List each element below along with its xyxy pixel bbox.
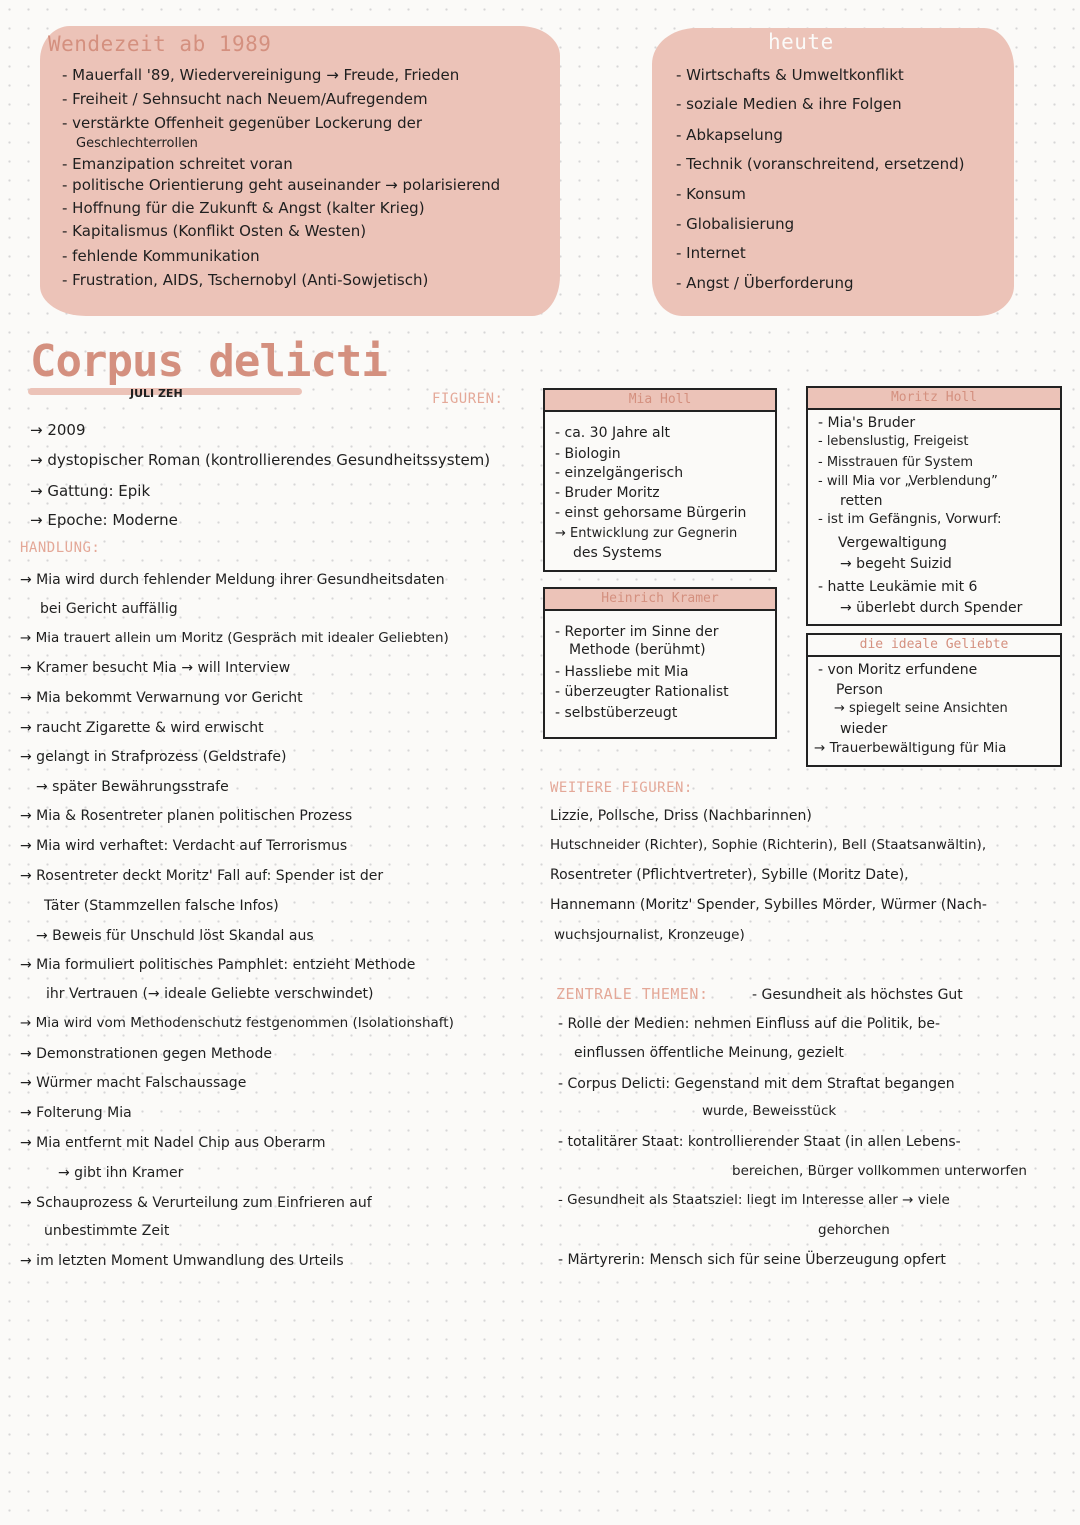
- handlung-item: → Schauprozess & Verurteilung zum Einfrieren auf: [20, 1195, 372, 1211]
- themen-line: - Märtyrerin: Mensch sich für seine Überzeugung opfert: [558, 1252, 946, 1268]
- handlung-item: → Rosentreter deckt Moritz' Fall auf: Spender ist der: [20, 868, 384, 884]
- card-title: Moritz Holl: [808, 388, 1060, 410]
- handlung-item: → raucht Zigarette & wird erwischt: [20, 720, 264, 736]
- heute-item: - Konsum: [676, 185, 746, 203]
- card-item: → überlebt durch Spender: [840, 600, 1023, 616]
- fact-item: → Gattung: Epik: [30, 482, 151, 500]
- card-item: - Mia's Bruder: [818, 415, 916, 431]
- handlung-item: → Mia & Rosentreter planen politischen Prozess: [20, 808, 353, 824]
- card-item: - hatte Leukämie mit 6: [818, 579, 978, 595]
- heute-item: - soziale Medien & ihre Folgen: [676, 95, 902, 113]
- wendezeit-item: - Hoffnung für die Zukunft & Angst (kalter Krieg): [62, 199, 425, 217]
- weitere-line: Lizzie, Pollsche, Driss (Nachbarinnen): [550, 808, 812, 824]
- handlung-item: → Beweis für Unschuld löst Skandal aus: [36, 928, 314, 944]
- themen-first: - Gesundheit als höchstes Gut: [752, 987, 963, 1003]
- wendezeit-item: - Kapitalismus (Konflikt Osten & Westen): [62, 222, 367, 240]
- card-title: die ideale Geliebte: [808, 635, 1060, 657]
- themen-label: ZENTRALE THEMEN:: [556, 985, 709, 1003]
- handlung-item: bei Gericht auffällig: [40, 601, 178, 617]
- handlung-item: → Mia formuliert politisches Pamphlet: entzieht Methode: [20, 957, 416, 973]
- handlung-item: → Mia entfernt mit Nadel Chip aus Oberarm: [20, 1135, 326, 1151]
- card-item: - überzeugter Rationalist: [555, 684, 729, 700]
- page-title: Corpus delicti: [30, 336, 387, 387]
- wendezeit-item: - Emanzipation schreitet voran: [62, 155, 293, 173]
- card-item: - Biologin: [555, 446, 621, 462]
- card-item: - Bruder Moritz: [555, 485, 660, 501]
- handlung-label: HANDLUNG:: [20, 540, 101, 556]
- handlung-item: → Mia wird vom Methodenschutz festgenommen (Isolationshaft): [20, 1015, 454, 1031]
- handlung-item: Täter (Stammzellen falsche Infos): [44, 898, 279, 914]
- card-item: - ist im Gefängnis, Vorwurf:: [818, 511, 1002, 527]
- themen-line: - Corpus Delicti: Gegenstand mit dem Straftat begangen: [558, 1076, 955, 1092]
- heute-item: - Wirtschafts & Umweltkonflikt: [676, 66, 904, 84]
- wendezeit-item: - Frustration, AIDS, Tschernobyl (Anti-Sowjetisch): [62, 271, 429, 289]
- card-item: → spiegelt seine Ansichten: [834, 701, 1008, 716]
- fact-item: → Epoche: Moderne: [30, 511, 178, 529]
- handlung-item: → im letzten Moment Umwandlung des Urteils: [20, 1253, 344, 1269]
- weitere-line: wuchsjournalist, Kronzeuge): [554, 927, 745, 943]
- handlung-item: → Mia trauert allein um Moritz (Gespräch mit idealer Geliebten): [20, 630, 449, 646]
- card-item: Methode (berühmt): [569, 642, 706, 658]
- handlung-item: → gelangt in Strafprozess (Geldstrafe): [20, 749, 287, 765]
- heute-item: - Globalisierung: [676, 215, 795, 233]
- heute-item: - Technik (voranschreitend, ersetzend): [676, 155, 965, 173]
- author: JULI ZEH: [130, 387, 183, 400]
- card-item: Person: [836, 682, 884, 698]
- card-item: - ca. 30 Jahre alt: [555, 425, 670, 441]
- handlung-item: unbestimmte Zeit: [44, 1223, 170, 1239]
- handlung-item: → Mia wird verhaftet: Verdacht auf Terrorismus: [20, 838, 348, 854]
- heute-item: - Angst / Überforderung: [676, 274, 854, 292]
- themen-line: bereichen, Bürger vollkommen unterworfen: [732, 1163, 1027, 1179]
- card-item: - lebenslustig, Freigeist: [818, 434, 969, 449]
- wendezeit-item: - Mauerfall '89, Wiedervereinigung → Freude, Frieden: [62, 66, 460, 84]
- card-item: → begeht Suizid: [840, 556, 952, 572]
- card-title: Heinrich Kramer: [545, 589, 775, 611]
- themen-line: wurde, Beweisstück: [702, 1103, 837, 1119]
- weitere-line: Rosentreter (Pflichtvertreter), Sybille (Moritz Date),: [550, 867, 909, 883]
- card-item: → Entwicklung zur Gegnerin: [555, 526, 738, 541]
- themen-line: - totalitärer Staat: kontrollierender Staat (in allen Lebens-: [558, 1134, 961, 1150]
- card-heinrich-kramer: [543, 587, 777, 739]
- wendezeit-heading: Wendezeit ab 1989: [48, 32, 272, 56]
- card-item: - Hassliebe mit Mia: [555, 664, 689, 680]
- wendezeit-item: - politische Orientierung geht auseinander → polarisierend: [62, 176, 501, 194]
- heute-heading: heute: [768, 30, 834, 54]
- card-item: des Systems: [573, 545, 662, 561]
- weitere-line: Hutschneider (Richter), Sophie (Richterin), Bell (Staatsanwältin),: [550, 837, 987, 853]
- handlung-item: → gibt ihn Kramer: [58, 1165, 184, 1181]
- card-item: - will Mia vor „Verblendung”: [818, 474, 998, 489]
- handlung-item: → Mia wird durch fehlender Meldung ihrer Gesundheitsdaten: [20, 572, 445, 588]
- card-title: Mia Holl: [545, 390, 775, 412]
- figuren-label: FIGUREN:: [432, 391, 504, 407]
- card-moritz-holl: [806, 386, 1062, 626]
- card-mia-holl: [543, 388, 777, 572]
- card-item: - einzelgängerisch: [555, 465, 684, 481]
- card-item: - Reporter im Sinne der: [555, 624, 719, 640]
- card-item: - Misstrauen für System: [818, 455, 973, 470]
- wendezeit-item: - Freiheit / Sehnsucht nach Neuem/Aufregendem: [62, 90, 428, 108]
- handlung-item: → später Bewährungsstrafe: [36, 779, 229, 795]
- handlung-item: → Kramer besucht Mia → will Interview: [20, 660, 291, 676]
- card-item: retten: [840, 493, 883, 509]
- card-item: - einst gehorsame Bürgerin: [555, 505, 747, 521]
- handlung-item: ihr Vertrauen (→ ideale Geliebte verschwindet): [46, 986, 374, 1002]
- card-item: - von Moritz erfundene: [818, 662, 978, 678]
- handlung-item: → Folterung Mia: [20, 1105, 132, 1121]
- heute-item: - Internet: [676, 244, 746, 262]
- handlung-item: → Würmer macht Falschaussage: [20, 1075, 247, 1091]
- wendezeit-item: - verstärkte Offenheit gegenüber Lockerung der: [62, 114, 422, 132]
- card-item: - selbstüberzeugt: [555, 705, 678, 721]
- card-item: → Trauerbewältigung für Mia: [814, 740, 1007, 756]
- card-item: wieder: [840, 721, 888, 737]
- fact-item: → 2009: [30, 421, 86, 439]
- themen-line: einflussen öffentliche Meinung, gezielt: [574, 1045, 844, 1061]
- handlung-item: → Demonstrationen gegen Methode: [20, 1046, 272, 1062]
- themen-line: gehorchen: [818, 1222, 890, 1238]
- weitere-figuren-label: WEITERE FIGUREN:: [550, 780, 693, 796]
- card-item: Vergewaltigung: [838, 535, 947, 551]
- themen-line: - Gesundheit als Staatsziel: liegt im Interesse aller → viele: [558, 1192, 950, 1208]
- weitere-line: Hannemann (Moritz' Spender, Sybilles Mörder, Würmer (Nach-: [550, 897, 987, 913]
- fact-item: → dystopischer Roman (kontrollierendes Gesundheitssystem): [30, 451, 491, 469]
- card-ideale-geliebte: [806, 633, 1062, 767]
- wendezeit-item: Geschlechterrollen: [76, 136, 198, 151]
- themen-line: - Rolle der Medien: nehmen Einfluss auf die Politik, be-: [558, 1016, 941, 1032]
- wendezeit-item: - fehlende Kommunikation: [62, 247, 260, 265]
- handlung-item: → Mia bekommt Verwarnung vor Gericht: [20, 690, 303, 706]
- heute-item: - Abkapselung: [676, 126, 783, 144]
